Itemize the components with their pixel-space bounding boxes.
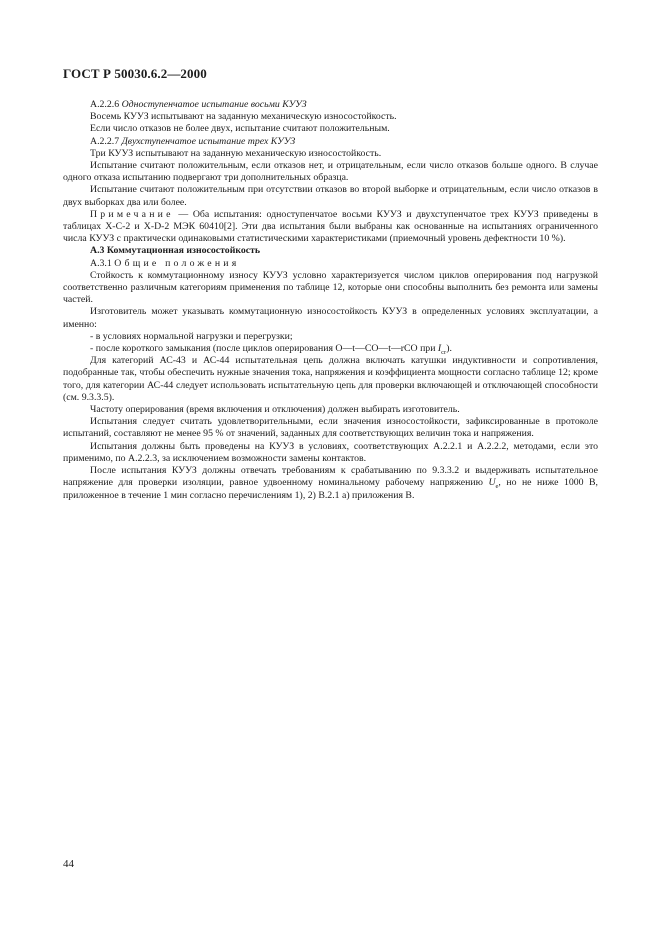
variable-subscript: cr bbox=[441, 349, 447, 357]
list-item: - в условиях нормальной нагрузки и перегрузки; bbox=[90, 330, 293, 342]
paragraph: Испытание считают положительным, если отказов нет, и отрицательным, если число отказов больше одного. В случае одного отказа испытанию подвергают три дополнительных образца. bbox=[63, 160, 598, 184]
document-header: ГОСТ Р 50030.6.2—2000 bbox=[63, 66, 207, 81]
paragraph: Испытание считают положительным при отсутствии отказов во второй выборке и отрицательным, если число отказов в двух выборках два или более. bbox=[63, 184, 598, 208]
paragraph: Испытания следует считать удовлетворительными, если значения износостойкости, зафиксированные в протоколе испытаний, составляют не менее 95 % от значений, заданных для соответствующих величин тока и напряжения. bbox=[63, 416, 598, 440]
clause-heading bbox=[63, 136, 598, 148]
paragraph: Для категорий АС-43 и АС-44 испытательная цепь должна включать катушки индуктивности и сопротивления, подобранные так, чтобы обеспечить нужные значения тока, напряжения и коэффициента мощности согласно таблице 12; кроме того, для категории АС-44 следует использовать испытательную цепь для проверки включающей и отключающей способности (см. 9.3.3.5). bbox=[63, 355, 598, 403]
clause-number: А.2.2.7 bbox=[90, 135, 120, 147]
list-item bbox=[63, 343, 598, 355]
paragraph: Если число отказов не более двух, испытание считают положительным. bbox=[90, 123, 390, 135]
paragraph-end: , но не ниже 1000 В, приложенное в течение 1 мин согласно перечислениям 1), 2) В.2.1 а) приложения В. bbox=[63, 477, 599, 501]
paragraph: Восемь КУУЗ испытывают на заданную механическую износостойкость. bbox=[90, 111, 397, 123]
paragraph bbox=[63, 465, 598, 502]
paragraph: Частоту оперирования (время включения и отключения) должен выбирать изготовитель. bbox=[90, 404, 460, 416]
variable-symbol: I bbox=[437, 343, 442, 355]
clause-heading bbox=[63, 99, 598, 111]
variable-symbol: U bbox=[488, 477, 496, 489]
clause-title: Одноступенчатое испытание восьми КУУЗ bbox=[121, 99, 307, 110]
variable-subscript: e bbox=[495, 483, 499, 491]
clause-number: А.3.1 bbox=[90, 257, 112, 269]
clause-heading bbox=[63, 258, 598, 270]
paragraph-text: После испытания КУУЗ должны отвечать требованиям к срабатыванию по 9.3.3.2 и выдерживать испытательное напряжение для проверки изоляции, равное удвоенному номинальному рабочему напряжению bbox=[63, 465, 598, 489]
list-item-end: ). bbox=[446, 343, 452, 355]
paragraph: Стойкость к коммутационному износу КУУЗ условно характеризуется числом циклов оперирования под нагрузкой соответственно различным категориям применения по таблице 12, которые они способны выполнить без ремонта или замены частей. bbox=[63, 269, 598, 306]
document-body bbox=[63, 99, 598, 502]
paragraph: Изготовитель может указывать коммутационную износостойкость КУУЗ в определенных условиях эксплуатации, а именно: bbox=[63, 306, 598, 330]
paragraph: Три КУУЗ испытывают на заданную механическую износостойкость. bbox=[90, 147, 382, 159]
clause-title: Общие положения bbox=[114, 257, 240, 269]
note bbox=[63, 209, 598, 246]
list-item-text: - после короткого замыкания (после циклов оперирования О—t—СО—t—rCО при bbox=[90, 343, 438, 355]
paragraph: Испытания должны быть проведены на КУУЗ в условиях, соответствующих А.2.2.1 и А.2.2.2, методами, если это применимо, по А.2.2.3, за исключением возможности замены контактов. bbox=[63, 440, 598, 464]
note-label: Примечание bbox=[90, 208, 174, 220]
note-text: — Оба испытания: одноступенчатое восьми КУУЗ и двухступенчатое трех КУУЗ приведены в таблицах X-C-2 и X-D-2 МЭК 60410[2]. Эти два испытания были выбраны как основанные на испытаниях ограниченного числа КУУЗ с практически одинаковыми статистическими характеристиками (приемочный уровень дефектности 10 %). bbox=[63, 208, 598, 245]
page-number: 44 bbox=[63, 858, 74, 870]
section-heading: А.3 Коммутационная износостойкость bbox=[90, 245, 261, 257]
clause-number: А.2.2.6 bbox=[90, 99, 120, 110]
clause-title: Двухступенчатое испытание трех КУУЗ bbox=[121, 135, 296, 147]
